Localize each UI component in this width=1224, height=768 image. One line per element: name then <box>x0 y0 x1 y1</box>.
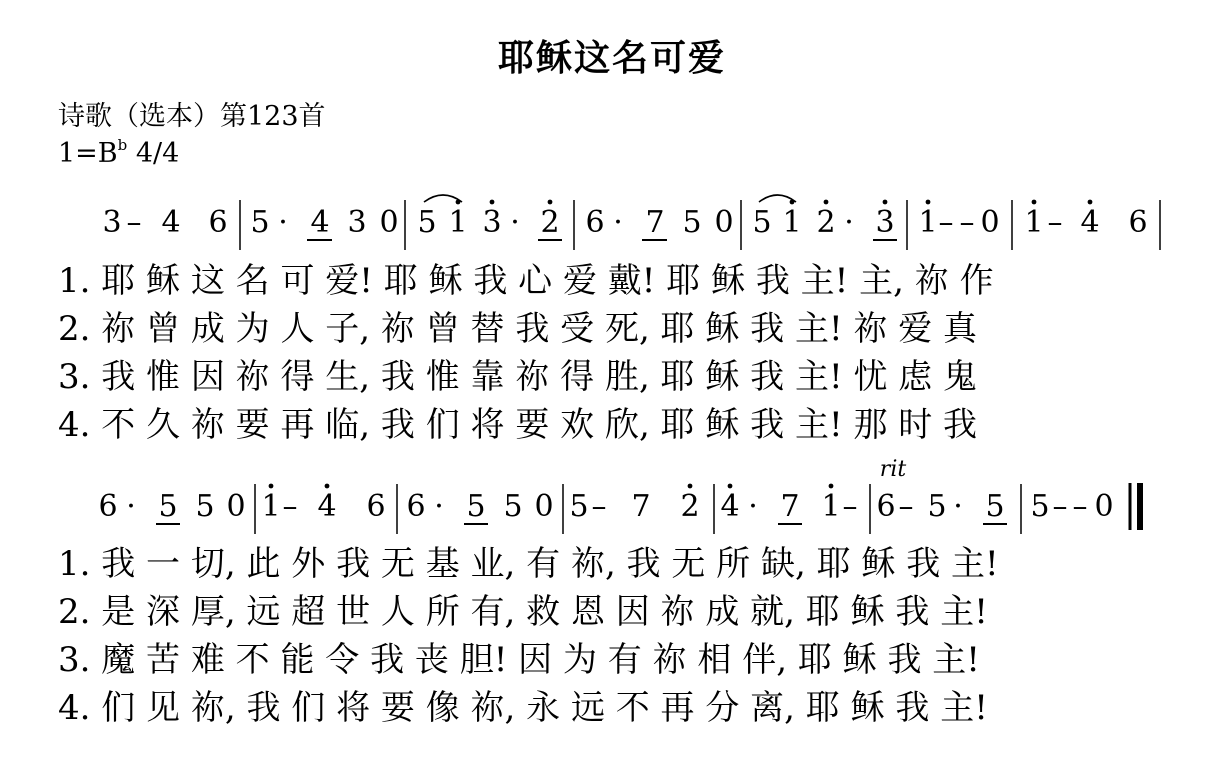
octave-dot-2-0 <box>269 484 274 489</box>
note-2-2: 5 <box>158 489 178 524</box>
note-2-7: 4 <box>317 489 337 524</box>
time-signature: 4/4 <box>135 138 180 169</box>
octave-dot-2-2 <box>688 484 693 489</box>
note-2-20: 7 <box>780 489 800 524</box>
note-2-13: 0 <box>534 489 554 524</box>
note-1-26: – <box>959 205 975 240</box>
lyric-line-4: 4. 们 见 祢, 我 们 将 要 像 祢, 永 远 不 再 分 离, 耶 稣 我 主! <box>58 688 988 728</box>
note-2-27: 5 <box>985 489 1005 524</box>
note-1-20: 1 <box>782 205 802 240</box>
note-1-5: · <box>278 205 288 240</box>
notation-system-1 <box>102 195 1160 250</box>
lyric-line-4: 4. 不 久 祢 要 再 临, 我 们 将 要 欢 欣, 耶 稣 我 主! 那 时 我 <box>58 405 978 445</box>
note-1-0: 3 <box>102 205 122 240</box>
note-2-11: 5 <box>466 489 486 524</box>
note-1-16: 7 <box>645 205 665 240</box>
notation-system-2 <box>98 484 1113 534</box>
lyric-line-3: 3. 魔 苦 难 不 能 令 我 丧 胆! 因 为 有 祢 相 伴, 耶 稣 我 主! <box>58 640 980 680</box>
note-2-1: · <box>126 489 136 524</box>
note-2-26: · <box>953 489 963 524</box>
lyric-line-1: 1. 我 一 切, 此 外 我 无 基 业, 有 祢, 我 无 所 缺, 耶 稣 我 主! <box>58 544 999 584</box>
note-1-12: · <box>510 205 520 240</box>
note-1-22: · <box>844 205 854 240</box>
note-2-8: 6 <box>366 489 386 524</box>
note-2-23: 6 <box>876 489 896 524</box>
note-2-25: 5 <box>927 489 947 524</box>
rit-marking: rit <box>879 457 907 482</box>
octave-dot-1-7 <box>1032 200 1037 205</box>
note-1-24: 1 <box>918 205 938 240</box>
hymn-source: 诗歌（选本）第123首 <box>58 101 326 132</box>
note-2-15: – <box>591 489 607 524</box>
note-1-6: 4 <box>310 205 330 240</box>
octave-dot-2-4 <box>829 484 834 489</box>
song-title: 耶稣这名可爱 <box>497 38 726 79</box>
key-base: 1=B <box>58 138 118 169</box>
note-2-31: 0 <box>1094 489 1114 524</box>
lyric-line-2: 2. 是 深 厚, 远 超 世 人 所 有, 救 恩 因 祢 成 就, 耶 稣 我 主! <box>58 592 988 632</box>
octave-dot-1-5 <box>883 200 888 205</box>
note-2-4: 0 <box>226 489 246 524</box>
note-1-4: 5 <box>250 205 270 240</box>
note-2-30: – <box>1072 489 1088 524</box>
note-2-9: 6 <box>406 489 426 524</box>
note-2-24: – <box>898 489 914 524</box>
note-1-10: 1 <box>448 205 468 240</box>
note-1-31: 6 <box>1128 205 1148 240</box>
note-1-9: 5 <box>417 205 437 240</box>
note-2-17: 2 <box>680 489 700 524</box>
lyric-line-2: 2. 祢 曾 成 为 人 子, 祢 曾 替 我 受 死, 耶 稣 我 主! 祢 爱 真 <box>58 309 978 349</box>
note-1-14: 6 <box>585 205 605 240</box>
note-1-15: · <box>613 205 623 240</box>
note-1-17: 5 <box>682 205 702 240</box>
note-1-11: 3 <box>482 205 502 240</box>
note-2-16: 7 <box>631 489 651 524</box>
octave-dot-2-1 <box>325 484 330 489</box>
lyric-line-3: 3. 我 惟 因 祢 得 生, 我 惟 靠 祢 得 胜, 耶 稣 我 主! 忧 虑 鬼 <box>58 357 978 397</box>
note-2-5: 1 <box>261 489 281 524</box>
note-1-8: 0 <box>379 205 399 240</box>
note-2-10: · <box>434 489 444 524</box>
note-1-27: 0 <box>980 205 1000 240</box>
note-2-22: – <box>842 489 858 524</box>
note-1-21: 2 <box>816 205 836 240</box>
note-2-28: 5 <box>1030 489 1050 524</box>
note-1-1: – <box>126 205 142 240</box>
octave-dot-1-8 <box>1088 200 1093 205</box>
note-1-2: 4 <box>161 205 181 240</box>
final-barline <box>1130 483 1140 530</box>
key-flat: b <box>117 136 128 154</box>
note-2-12: 5 <box>503 489 523 524</box>
octave-dot-1-1 <box>490 200 495 205</box>
note-1-13: 2 <box>540 205 560 240</box>
octave-dot-2-3 <box>728 484 733 489</box>
note-2-18: 4 <box>720 489 740 524</box>
note-2-21: 1 <box>821 489 841 524</box>
note-2-29: – <box>1052 489 1068 524</box>
octave-dot-1-4 <box>824 200 829 205</box>
octave-dot-1-2 <box>548 200 553 205</box>
note-1-25: – <box>938 205 954 240</box>
note-1-30: 4 <box>1080 205 1100 240</box>
note-1-7: 3 <box>347 205 367 240</box>
lyric-line-1: 1. 耶 稣 这 名 可 爱! 耶 稣 我 心 爱 戴! 耶 稣 我 主! 主, 祢 作 <box>58 261 994 301</box>
note-2-0: 6 <box>98 489 118 524</box>
note-2-3: 5 <box>195 489 215 524</box>
octave-dot-1-6 <box>926 200 931 205</box>
note-2-19: · <box>748 489 758 524</box>
note-1-3: 6 <box>208 205 228 240</box>
note-2-14: 5 <box>569 489 589 524</box>
note-1-29: – <box>1047 205 1063 240</box>
note-1-23: 3 <box>875 205 895 240</box>
note-1-18: 0 <box>714 205 734 240</box>
note-2-6: – <box>282 489 298 524</box>
note-1-19: 5 <box>752 205 772 240</box>
note-1-28: 1 <box>1024 205 1044 240</box>
